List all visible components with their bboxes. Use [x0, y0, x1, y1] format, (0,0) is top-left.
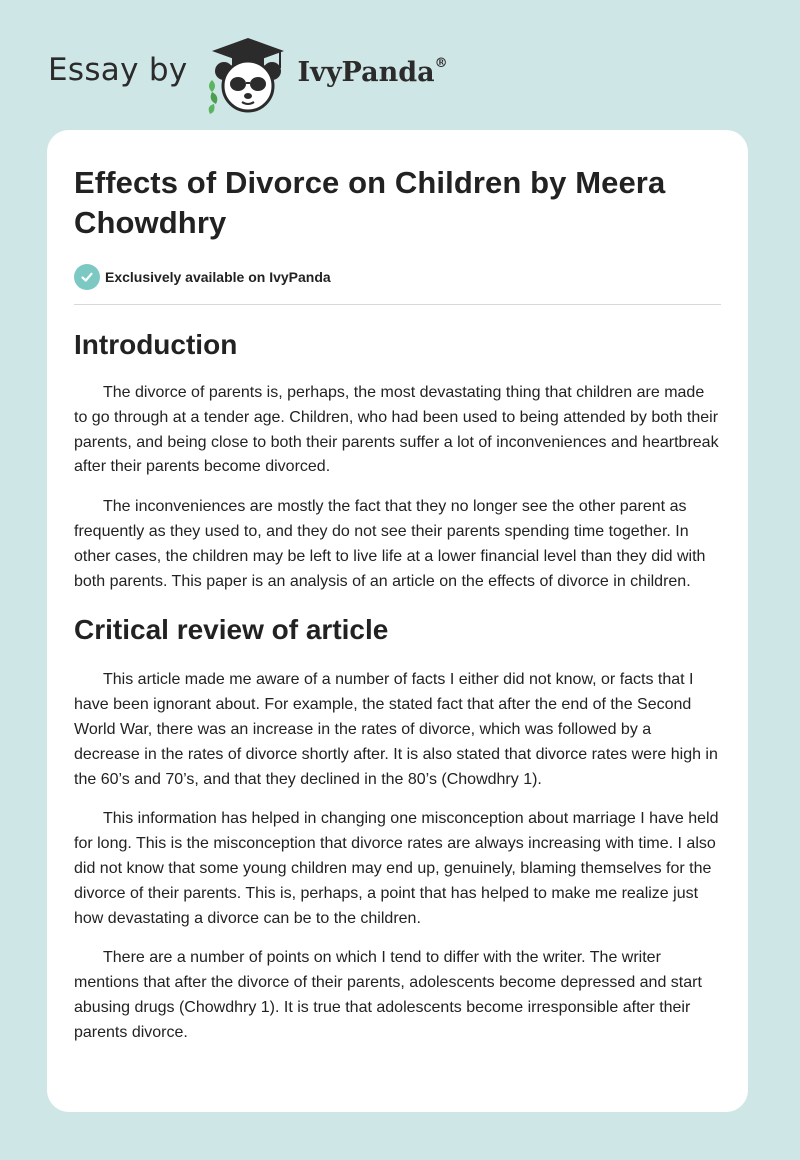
brand-name-text: IvyPanda — [297, 56, 435, 88]
checkmark-icon — [74, 264, 100, 290]
paragraph: The inconveniences are mostly the fact that they no longer see the other parent as frequently as they used to, and they do not see their parents spending time together. In other cases, the children may be left to live life at a lower financial level than they did with both parents. This paper is an analysis of an article on the effects of divorce in children. — [74, 498, 706, 590]
registered-mark: ® — [434, 55, 448, 71]
article-title: Effects of Divorce on Children by Meera Chowdhry — [74, 165, 666, 240]
brand-name[interactable] — [298, 57, 448, 88]
essay-by-label: Essay by — [48, 52, 188, 88]
section-heading-critical-review: Critical review of article — [74, 614, 389, 646]
article-card — [47, 130, 748, 1112]
section-heading-introduction: Introduction — [74, 329, 238, 360]
paragraph: This information has helped in changing one misconception about marriage I have held for long. This is the misconception that divorce rates are always increasing with time. I also did not know that some young children may end up, genuinely, blaming themselves for the divorce of their parents. This is, perhaps, a point that has helped to make me realize just how devastating a divorce can be to the children. — [74, 810, 719, 927]
site-header — [48, 34, 448, 114]
paragraph: The divorce of parents is, perhaps, the most devastating thing that children are made to go through at a tender age. Children, who had been used to being attended by both their parents, and being close to both their parents suffer a lot of inconveniences and heartbreak after their parents become divorced. — [74, 384, 719, 476]
paragraph: This article made me aware of a number of facts I either did not know, or facts that I have been ignorant about. For example, the stated fact that after the end of the Second World War, there was an increase in the rates of divorce, which was followed by a decrease in the rates of divorce shortly after. It is also stated that divorce rates were high in the 60’s and 70’s, and that they declined in the 80’s (Chowdhry 1). — [74, 671, 718, 788]
ivypanda-logo-icon[interactable] — [202, 34, 294, 114]
paragraph: There are a number of points on which I tend to differ with the writer. The writer mentions that after the divorce of their parents, adolescents become depressed and start abusing drugs (Chowdhry 1). It is true that adolescents become irresponsible after their parents divorce. — [74, 949, 702, 1041]
exclusive-badge — [74, 264, 721, 305]
exclusive-badge-text: Exclusively available on IvyPanda — [105, 269, 331, 285]
